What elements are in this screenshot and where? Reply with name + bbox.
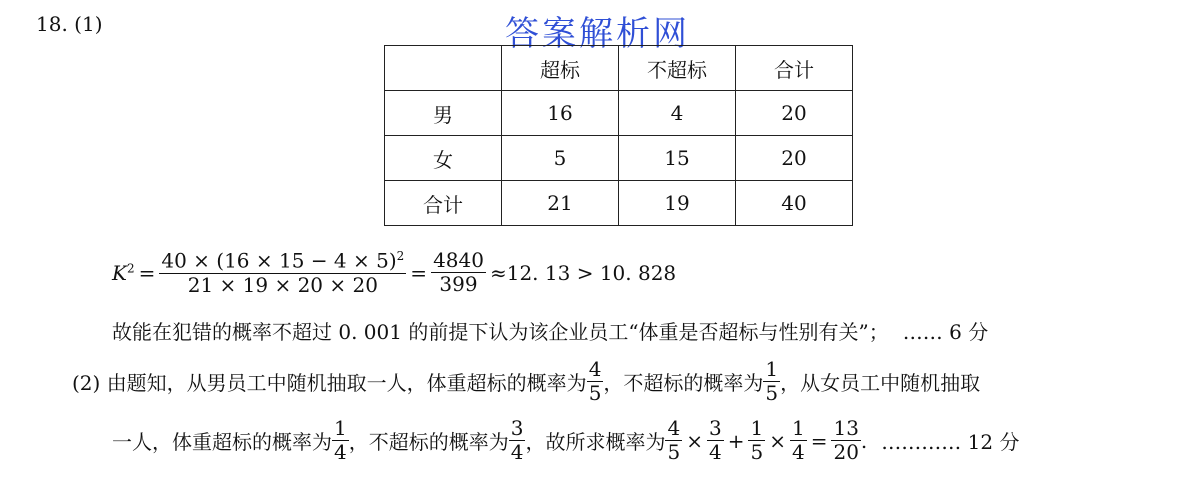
fraction-numerator: 3 <box>708 416 722 440</box>
fraction <box>332 418 349 463</box>
fraction-denominator: 4 <box>791 440 805 464</box>
chi-square-formula <box>112 250 676 296</box>
operator: + <box>727 428 745 453</box>
table-header-row <box>385 46 853 91</box>
text-segment: ，故所求概率为 <box>525 430 666 454</box>
table-cell: 女 <box>385 136 502 181</box>
table-header-cell <box>385 46 502 91</box>
table-row <box>385 91 853 136</box>
fraction-numerator: 1 <box>334 416 347 440</box>
text-segment: ，不超标的概率为 <box>348 430 509 454</box>
fraction <box>509 418 526 463</box>
table-cell: 20 <box>736 136 853 181</box>
fraction <box>748 418 765 463</box>
formula-approx-tail: ≈12. 13 > 10. 828 <box>489 260 677 285</box>
fraction <box>790 418 807 463</box>
fraction-numerator: 3 <box>510 416 524 440</box>
table-row <box>385 181 853 226</box>
fraction-answer <box>831 418 860 463</box>
period: . <box>860 428 868 453</box>
table-cell: 合计 <box>385 181 502 226</box>
fraction-denominator: 5 <box>667 440 681 464</box>
fraction-numerator: $40 \times (16 \times 15 - 4 \times 5)^2$ <box>161 248 405 273</box>
formula-fraction-main <box>159 250 406 296</box>
fraction-denominator: 5 <box>765 381 779 405</box>
text-segment: ，不超标的概率为 <box>603 371 764 395</box>
fraction-denominator: 5 <box>588 381 602 405</box>
text-segment: 一人，体重超标的概率为 <box>112 430 332 454</box>
fraction-numerator: 4840 <box>433 248 484 273</box>
fraction <box>763 359 780 404</box>
conclusion-line <box>112 316 988 345</box>
fraction-denominator: 4 <box>708 440 722 464</box>
part2-line2 <box>112 418 1019 463</box>
fraction-denominator: 20 <box>833 440 859 464</box>
part2-line1 <box>72 359 980 404</box>
fraction-denominator: 4 <box>334 440 347 464</box>
fraction-denominator: 4 <box>510 440 524 464</box>
fraction <box>665 418 682 463</box>
table-cell: 4 <box>619 91 736 136</box>
fraction-numerator: 4 <box>667 416 681 440</box>
table-cell: 20 <box>736 91 853 136</box>
fraction-numerator: 1 <box>750 416 764 440</box>
table-header-cell: 不超标 <box>619 46 736 91</box>
text-segment: ，从女员工中随机抽取 <box>780 371 981 395</box>
score-marker: ………… 12 分 <box>881 430 1020 454</box>
question-number: 18. (1) <box>36 12 103 36</box>
contingency-table <box>384 45 853 226</box>
formula-lhs <box>112 261 135 285</box>
watermark-text: 答案解析网 <box>505 14 690 54</box>
fraction-denominator: 5 <box>750 440 764 464</box>
operator: × <box>686 428 703 453</box>
formula-exponent: 2 <box>126 261 135 276</box>
formula-equals: = <box>410 260 428 285</box>
text-segment: (2) 由题知，从男员工中随机抽取一人，体重超标的概率为 <box>72 371 587 395</box>
table-cell: 21 <box>502 181 619 226</box>
fraction-numerator: 1 <box>791 416 805 440</box>
operator: × <box>769 428 786 453</box>
table-cell: 40 <box>736 181 853 226</box>
table-row <box>385 136 853 181</box>
fraction-denominator: 399 <box>439 272 478 297</box>
table-cell: 19 <box>619 181 736 226</box>
table-cell: 男 <box>385 91 502 136</box>
fraction <box>587 359 604 404</box>
score-marker: …… 6 分 <box>902 320 989 344</box>
table-cell: 5 <box>502 136 619 181</box>
table-cell: 15 <box>619 136 736 181</box>
operator: = <box>810 428 828 453</box>
fraction-numerator: 4 <box>588 357 602 381</box>
table-header-cell: 超标 <box>502 46 619 91</box>
table-header-cell: 合计 <box>736 46 853 91</box>
fraction-numerator: 1 <box>765 357 779 381</box>
fraction <box>707 418 724 463</box>
fraction-denominator: 21 × 19 × 20 × 20 <box>187 272 378 297</box>
table-cell: 16 <box>502 91 619 136</box>
fraction-numerator: 13 <box>833 416 859 440</box>
formula-equals: = <box>138 260 156 285</box>
formula-variable: K <box>112 260 127 285</box>
formula-fraction-result <box>431 250 486 295</box>
conclusion-text: 故能在犯错的概率不超过 0. 001 的前提下认为该企业员工“体重是否超标与性别有关”； <box>112 320 889 344</box>
